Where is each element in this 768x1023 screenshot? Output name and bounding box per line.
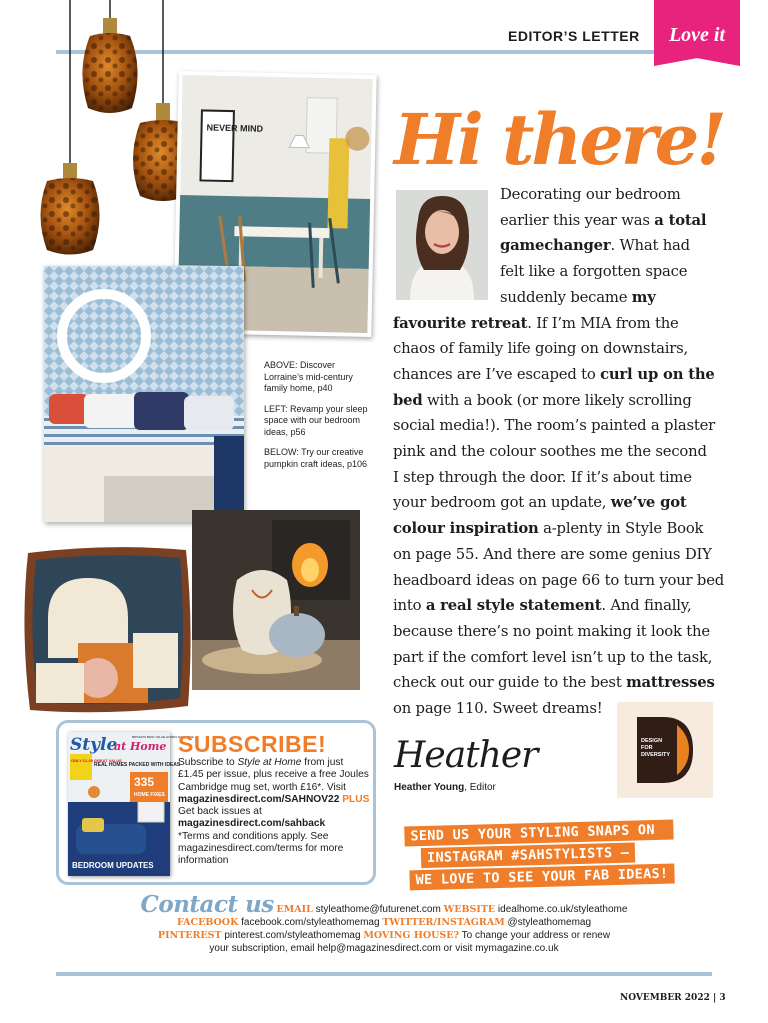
bedroom-image	[44, 266, 244, 522]
cover-title-at: at Home	[114, 740, 167, 753]
cover-big-number: 335	[134, 775, 155, 789]
body-text: I step through the door. If it’s about time	[393, 468, 692, 486]
poster-text: NEVER MIND	[206, 122, 264, 134]
body-line	[393, 596, 691, 616]
editor-role: , Editor	[464, 782, 496, 793]
instagram-line-1: SEND US YOUR STYLING SNAPS ON	[404, 819, 673, 846]
subscribe-text	[178, 757, 370, 868]
body-emphasis: favourite retreat	[393, 314, 528, 332]
contact-title: Contact us	[140, 891, 274, 918]
pumpkin-photo	[192, 510, 360, 690]
editor-credit	[394, 782, 496, 793]
subscribe-link[interactable]: magazinesdirect.com/SAHNOV22	[178, 793, 340, 805]
body-emphasis: colour inspiration	[393, 520, 539, 538]
photo-captions	[264, 360, 374, 479]
pumpkin-image	[192, 510, 360, 690]
body-line	[393, 442, 707, 462]
body-line	[393, 673, 715, 693]
cover-price-badge: ONLY £2.49 GREAT VALUE	[71, 758, 122, 763]
pendant-lights-photo	[20, 0, 200, 260]
body-emphasis: we’ve got	[610, 494, 687, 512]
contact-row	[56, 929, 712, 942]
contact-row	[56, 891, 712, 918]
contact-block	[56, 891, 712, 955]
body-line	[500, 288, 656, 308]
subscribe-line1: Subscribe to	[178, 757, 238, 768]
body-text: . What had	[610, 237, 690, 255]
body-line	[393, 468, 692, 488]
body-text: check out our guide to the best	[393, 674, 627, 692]
body-line	[500, 236, 690, 256]
cover-bottom-text: BEDROOM UPDATES	[72, 861, 154, 870]
design-for-diversity-logo	[637, 717, 693, 783]
body-line	[393, 519, 703, 539]
instagram-line-3: WE LOVE TO SEE YOUR FAB IDEAS!	[409, 863, 674, 890]
body-text: earlier this year was	[500, 211, 655, 229]
body-line	[393, 699, 602, 719]
issue-date: NOVEMBER 2022	[620, 993, 710, 1003]
body-text: into	[393, 597, 426, 615]
body-text: felt like a forgotten space	[500, 263, 688, 281]
editor-portrait-image	[396, 190, 488, 300]
body-emphasis: gamechanger	[500, 237, 611, 255]
instagram-line-2: INSTAGRAM #SAHSTYLISTS –	[421, 842, 636, 868]
editor-name: Heather Young	[394, 782, 465, 793]
body-text: a-plenty in Style Book	[538, 520, 704, 538]
logo-line-1: DESIGN	[641, 738, 663, 744]
contact-label: WEBSITE	[443, 904, 496, 915]
contact-label: TWITTER/INSTAGRAM	[382, 917, 505, 928]
body-text: social media!). The room’s painted a plaster	[393, 417, 716, 435]
contact-label: MOVING HOUSE?	[363, 930, 460, 941]
body-text: part if the comfort level isn’t up to the task,	[393, 648, 713, 666]
contact-label: FACEBOOK	[176, 917, 239, 928]
body-emphasis: a real style statement	[425, 597, 602, 615]
subscribe-plus: PLUS	[339, 793, 370, 805]
contact-label: PINTEREST	[157, 930, 222, 941]
body-line	[393, 416, 715, 436]
body-emphasis: my	[631, 288, 656, 306]
contact-value[interactable]: styleathome@futurenet.com	[312, 904, 444, 915]
body-line	[393, 314, 679, 334]
signature-script: Heather	[394, 735, 538, 776]
instagram-banner	[404, 819, 674, 890]
contact-label: EMAIL	[276, 904, 313, 915]
body-emphasis: bed	[393, 391, 423, 409]
body-text: on page 55. And there are some genius DIY	[393, 545, 712, 563]
magazine-cover[interactable]	[68, 732, 194, 876]
body-text: . If I’m MIA from the	[527, 314, 679, 332]
body-line	[500, 211, 706, 231]
bedroom-photo	[44, 266, 244, 522]
page-folio	[620, 993, 726, 1003]
body-text: . And finally,	[601, 597, 692, 615]
body-text: chances are I’ve escaped to	[393, 365, 601, 383]
contact-value[interactable]: To change your address or renew	[459, 930, 611, 941]
body-text: on page 110. Sweet dreams!	[393, 700, 603, 717]
folio-separator: |	[709, 993, 720, 1003]
body-line	[393, 571, 724, 591]
body-text: because there’s no point making it look the	[393, 622, 710, 640]
body-line	[393, 339, 688, 359]
section-label: EDITOR’S LETTER	[508, 28, 640, 44]
contact-value[interactable]: @styleathomemag	[504, 917, 592, 928]
bottom-rule	[56, 972, 712, 976]
subscribe-line1b: from just £1.45 per issue, plus receive a free Joules Cambridge mug set, worth £16*. Visit	[178, 757, 369, 793]
contact-value[interactable]: idealhome.co.uk/styleathome	[495, 904, 628, 915]
editor-portrait	[396, 190, 488, 300]
magazine-cover-image	[68, 732, 194, 876]
body-text: with a book (or more likely scrolling	[422, 391, 692, 409]
body-text: Decorating our bedroom	[500, 186, 681, 203]
caption-below: BELOW: Try our creative pumpkin craft ideas, p106	[264, 447, 368, 469]
love-it-label: Love it	[668, 24, 726, 46]
body-text: headboard ideas on page 66 to turn your bed	[393, 571, 725, 589]
page-number: 3	[719, 993, 726, 1003]
logo-line-3: DIVERSITY	[641, 752, 671, 758]
contact-value[interactable]: your subscription, email help@magazinesdirect.com or visit mymagazine.co.uk	[209, 943, 559, 954]
subscribe-mag-name: Style at Home	[237, 757, 302, 768]
body-line	[393, 365, 715, 385]
body-line	[393, 391, 692, 411]
body-text: your bedroom got an update,	[393, 494, 611, 512]
body-line	[393, 545, 712, 565]
subscribe-title: SUBSCRIBE!	[178, 731, 327, 757]
body-emphasis: mattresses	[626, 674, 715, 692]
cover-badge-top: BRITAIN'S BEST VALUE HOMES MAGAZINE	[132, 735, 194, 739]
subscribe-line2: Get back issues at	[178, 806, 262, 818]
body-text: pink and the colour soothes me the second	[393, 443, 707, 460]
cover-number-label: HOME FIXES	[134, 792, 165, 798]
body-emphasis: curl up on the	[600, 365, 715, 383]
subscribe-terms: *Terms and conditions apply. See magazinesdirect.com/terms for more information	[178, 830, 344, 867]
body-emphasis: a total	[654, 211, 707, 229]
body-line	[393, 648, 712, 668]
cover-title-style: Style	[70, 735, 118, 755]
tufted-cushion-photo	[18, 538, 198, 720]
contact-value[interactable]: facebook.com/styleathomemag	[238, 917, 383, 928]
body-text: chaos of family life going on downstairs,	[393, 340, 688, 358]
body-line	[500, 262, 687, 282]
body-line	[393, 622, 710, 642]
logo-line-2: FOR	[641, 745, 653, 751]
back-issues-link[interactable]: magazinesdirect.com/sahback	[178, 818, 326, 830]
body-text: suddenly became	[500, 288, 632, 306]
headline: Hi there!	[394, 98, 725, 181]
caption-above: ABOVE: Discover Lorraine’s mid-century family home, p40	[264, 360, 353, 393]
contact-value[interactable]: pinterest.com/styleathomemag	[221, 930, 364, 941]
body-line	[500, 185, 681, 205]
body-line	[393, 493, 687, 513]
cover-headline: REAL HOMES PACKED WITH IDEAS	[94, 762, 181, 768]
contact-row	[56, 942, 712, 955]
caption-left: LEFT: Revamp your sleep space with our bedroom ideas, p56	[264, 403, 368, 437]
